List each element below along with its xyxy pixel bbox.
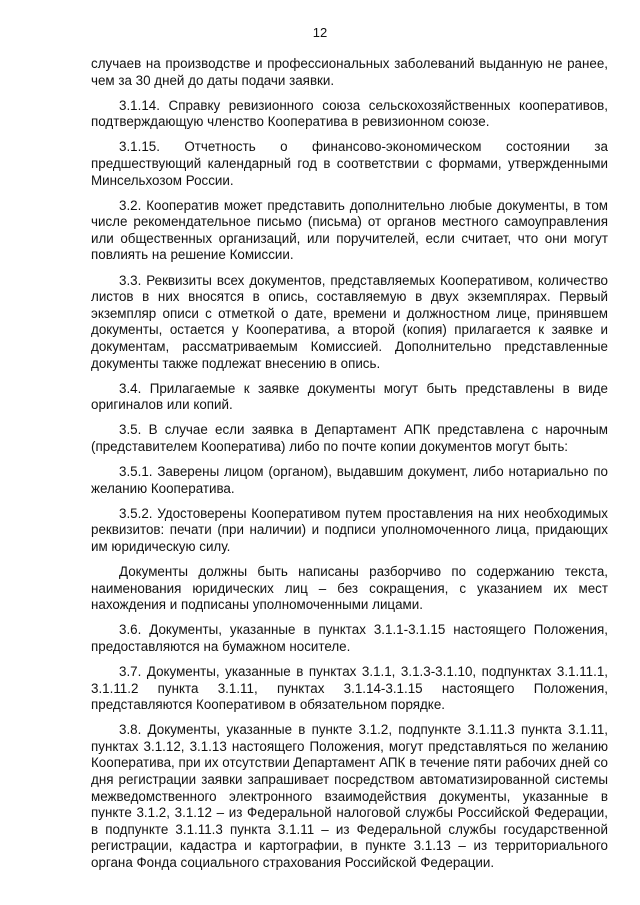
- paragraph-3-5-1: 3.5.1. Заверены лицом (органом), выдавшим документ, либо нотариально по желанию Кооператива.: [91, 463, 608, 496]
- page-number: 12: [312, 25, 328, 40]
- paragraph-3-3: 3.3. Реквизиты всех документов, представляемых Кооперативом, количество листов в них вносятся в опись, составляемую в двух экземплярах. Первый экземпляр описи с отметкой о дате, времени и должностном лице, принявшем документы, остается у Кооператива, а второй (копия) прилагается к заявке и документам, рассматриваемым Комиссией. Дополнительно представленные документы также подлежат внесению в опись.: [91, 272, 608, 371]
- paragraph-3-2: 3.2. Кооператив может представить дополнительно любые документы, в том числе рекомендательное письмо (письма) от органов местного самоуправления или общественных организаций, или поручителей, если считает, что они могут повлиять на решение Комиссии.: [91, 197, 608, 263]
- paragraph-3-6: 3.6. Документы, указанные в пунктах 3.1.1-3.1.15 настоящего Положения, предоставляются на бумажном носителе.: [91, 622, 608, 654]
- paragraph-3-7: 3.7. Документы, указанные в пунктах 3.1.1, 3.1.3-3.1.10, подпунктах 3.1.11.1, 3.1.11.2 пункта 3.1.11, пунктах 3.1.14-3.1.15 настоящего Положения, представляются Кооперативом в обязательном порядке.: [91, 663, 608, 713]
- paragraph-3-1-15: 3.1.15. Отчетность о финансово-экономическом состоянии за предшествующий календарный год в соответствии с формами, утвержденными Минсельхозом России.: [91, 139, 608, 188]
- paragraph-documents-requirements: Документы должны быть написаны разборчиво по содержанию текста, наименования юридических лиц – без сокращения, с указанием их мест нахождения и подписаны уполномоченными лицами.: [91, 563, 608, 613]
- paragraph-continuation: случаев на производстве и профессиональных заболеваний выданную не ранее, чем за 30 дней до даты подачи заявки.: [91, 56, 608, 88]
- paragraph-3-5: 3.5. В случае если заявка в Департамент АПК представлена с нарочным (представителем Кооператива) либо по почте копии документов могут быть:: [91, 422, 608, 454]
- paragraph-3-5-2: 3.5.2. Удостоверены Кооперативом путем проставления на них необходимых реквизитов: печати (при наличии) и подписи уполномоченного лица, придающих им юридическую силу.: [91, 505, 608, 554]
- paragraph-3-8: 3.8. Документы, указанные в пункте 3.1.2, подпункте 3.1.11.3 пункта 3.1.11, пунктах 3.1.12, 3.1.13 настоящего Положения, могут представляться по желанию Кооператива, при их отсутствии Департамент АПК в течение пяти рабочих дней со дня регистрации заявки запрашивает посредством автоматизированной системы межведомственного электронного взаимодействия документы, указанные в пункте 3.1.2, 3.1.12 – из Федеральной налоговой службы Российской Федерации, в подпункте 3.1.11.3 пункта 3.1.11 – из Федеральной службы государственной регистрации, кадастра и картографии, в пункте 3.1.13 – из территориального органа Фонда социального страхования Российской Федерации.: [91, 722, 608, 870]
- paragraph-3-4: 3.4. Прилагаемые к заявке документы могут быть представлены в виде оригиналов или копий.: [91, 380, 608, 413]
- document-body: [91, 56, 608, 880]
- paragraph-3-1-14: 3.1.14. Справку ревизионного союза сельскохозяйственных кооперативов, подтверждающую членство Кооператива в ревизионном союзе.: [91, 97, 608, 130]
